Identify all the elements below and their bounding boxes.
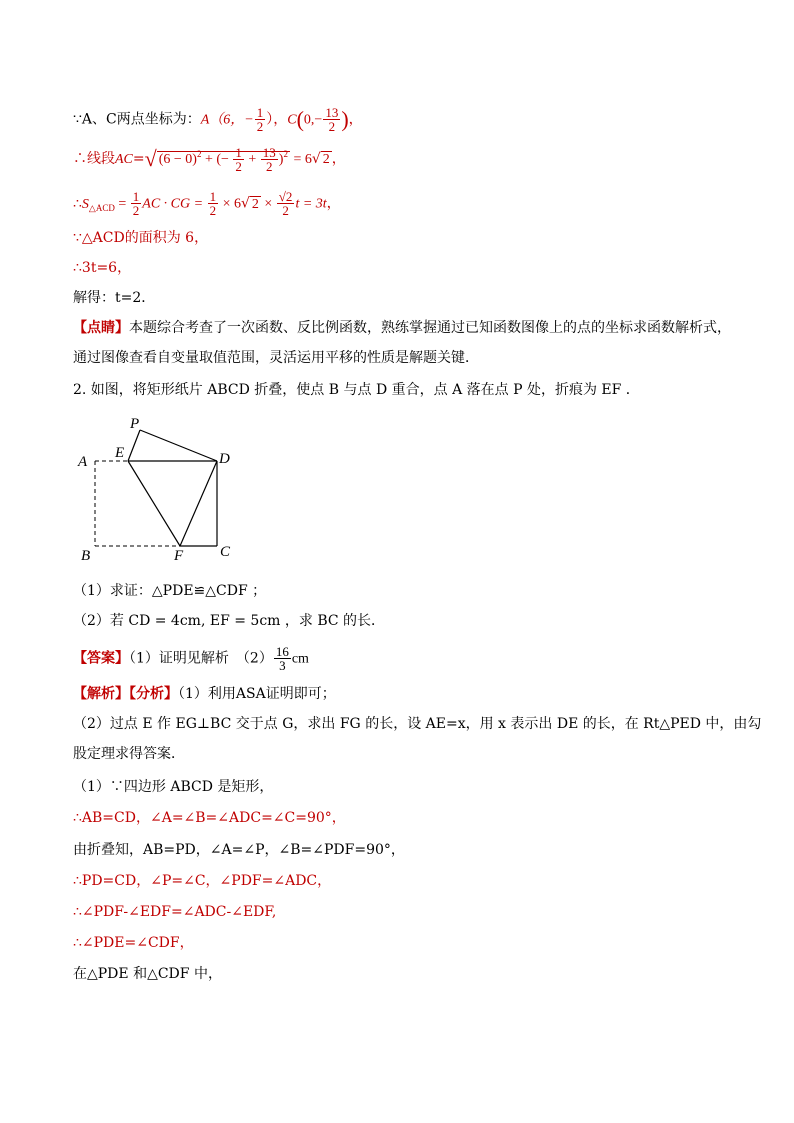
proof-line-6: ∴∠PDE=∠CDF， bbox=[73, 935, 194, 951]
fraction: $\frac{13}{2}$ bbox=[325, 105, 339, 134]
analysis-line: 【解析】【分析】（1）利用ASA证明即可； bbox=[73, 686, 336, 702]
point-a: A（6，− bbox=[200, 112, 254, 128]
fraction: $\frac{1}{2}$ bbox=[256, 105, 264, 134]
proof-line-3: 由折叠知，AB=PD，∠A=∠P，∠B=∠PDF=90°， bbox=[73, 842, 405, 858]
area-condition: ∵△ACD的面积为 6， bbox=[73, 230, 209, 246]
fold-figure bbox=[70, 410, 250, 570]
analysis-line-2: （2）过点 E 作 EG⊥BC 交于点 G，求出 FG 的长，设 AE=x，用 x 表示出 DE 的长，在 Rt△PED 中，由勾 bbox=[73, 716, 762, 732]
coord-line: ∵A、C两点坐标为：A（6，− $\frac{1}{2}$ ），C(0,− $\frac{13}{2}$ )， bbox=[73, 105, 363, 134]
comment-line: 【点睛】本题综合考查了一次函数、反比例函数，熟练掌握通过已知函数图像上的点的坐标求函数解析式， bbox=[73, 320, 731, 336]
equation: ∴3t=6， bbox=[73, 260, 132, 276]
segment-length-line: ∴线段AC=√ $(6 - 0)^2$ + (− $\frac{1}{2}$ + $\frac{13}{2}$ )$^2$ = 6√ 2 ， bbox=[73, 145, 346, 175]
proof-line-4: ∴PD=CD，∠P=∠C，∠PDF=∠ADC， bbox=[73, 873, 332, 889]
label-c: C bbox=[220, 544, 231, 560]
label-e: E bbox=[115, 445, 125, 461]
label-a: A bbox=[78, 454, 88, 470]
label-b: B bbox=[81, 548, 91, 564]
answer-line: 【答案】（1）证明见解析 （2） $\frac{16}{3}$ cm bbox=[73, 644, 309, 673]
comment-line-2: 通过图像查看自变量取值范围，灵活运用平移的性质是解题关键． bbox=[73, 350, 479, 366]
fold-ef bbox=[128, 461, 180, 546]
solution: 解得：t=2． bbox=[73, 290, 156, 306]
subquestion-1: （1）求证：△PDE≌△CDF ； bbox=[73, 583, 267, 599]
proof-line-1: （1）∵四边形 ABCD 是矩形， bbox=[73, 779, 274, 795]
label-f: F bbox=[174, 548, 184, 564]
area-line: $\therefore S_{\triangle ACD}$ = $\frac{1}{2}$ AC · CG = $\frac{1}{2}$ × 6√ 2 × $\frac{√2}{2}$ t = 3t， bbox=[73, 189, 341, 218]
label-p: P bbox=[130, 416, 140, 432]
sqrt-expression: $(6 - 0)^2$ + (− $\frac{1}{2}$ + $\frac{13}{2}$ )$^2$ bbox=[158, 145, 288, 175]
edge-pd bbox=[140, 430, 217, 461]
proof-line-2: ∴AB=CD，∠A=∠B=∠ADC=∠C=90°， bbox=[73, 810, 346, 826]
proof-line-7: 在△PDE 和△CDF 中， bbox=[73, 966, 222, 982]
edge-ep bbox=[128, 430, 140, 461]
point-c: C bbox=[287, 112, 297, 128]
subquestion-2: （2）若 CD = 4cm, EF = 5cm ，求 BC 的长． bbox=[73, 613, 386, 629]
question-2: 2. 如图，将矩形纸片 ABCD 折叠，使点 B 与点 D 重合，点 A 落在点 P 处，折痕为 EF ． bbox=[73, 382, 640, 398]
analysis-line-3: 股定理求得答案． bbox=[73, 746, 185, 762]
label-d: D bbox=[219, 451, 230, 467]
text: ∵A、C两点坐标为： bbox=[73, 111, 201, 128]
text: ）， bbox=[266, 111, 288, 128]
proof-line-5: ∴∠PDF-∠EDF=∠ADC-∠EDF, bbox=[73, 904, 277, 920]
edge-fd bbox=[180, 461, 217, 546]
